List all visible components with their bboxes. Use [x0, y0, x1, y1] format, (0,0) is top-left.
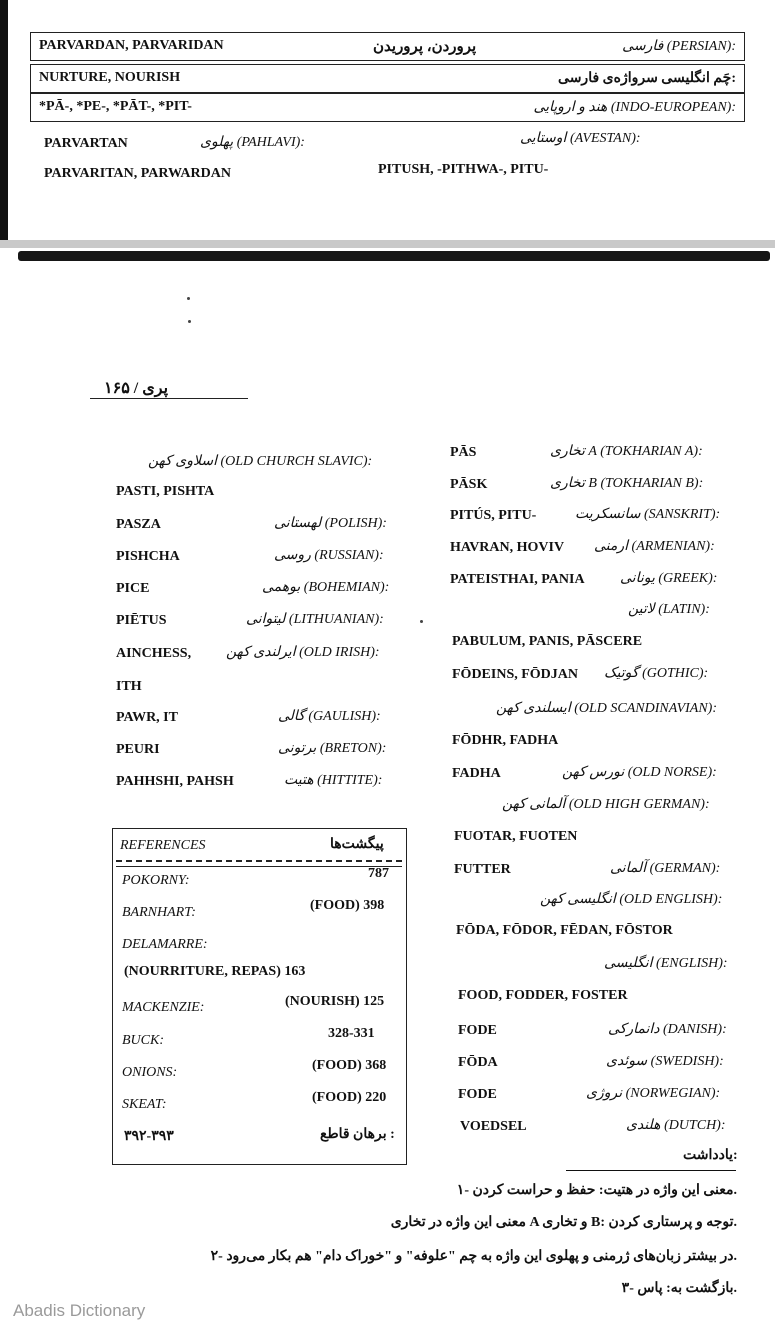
right-entry-value: FODE — [458, 1023, 497, 1038]
right-entry-label: هلندی (DUTCH): — [626, 1118, 726, 1133]
english-meaning: NURTURE, NOURISH — [39, 70, 181, 85]
indo-european-root: *PĀ-, *PE-, *PĀT-, *PIT- — [39, 99, 192, 114]
note-line: ۳- بازگشت به: پاس. — [621, 1281, 737, 1296]
notes-rule — [566, 1170, 736, 1171]
left-entry-value: AINCHESS, — [116, 646, 192, 661]
reference-name: SKEAT: — [122, 1097, 167, 1112]
latin-value: PABULUM, PANIS, PĀSCERE — [452, 634, 643, 649]
old-high-german-value: FUOTAR, FUOTEN — [454, 829, 578, 844]
right-entry-value: PĀSK — [450, 477, 488, 492]
header-card — [0, 0, 775, 255]
reference-value: (FOOD) 220 — [312, 1090, 387, 1105]
old-scandinavian-label: ایسلندی کهن (OLD SCANDINAVIAN): — [496, 701, 718, 716]
old-norse-label: نورس کهن (OLD NORSE): — [562, 765, 717, 780]
left-entry-value: ITH — [116, 679, 142, 694]
left-entry-value: PASZA — [116, 517, 161, 532]
reference-name: MACKENZIE: — [122, 1000, 205, 1015]
german-value: FUTTER — [454, 862, 511, 877]
references-title-en: REFERENCES — [120, 838, 206, 853]
left-entry-label: گالی (GAULISH): — [278, 709, 381, 724]
page-top-edge — [18, 251, 770, 261]
english-value: FOOD, FODDER, FOSTER — [458, 988, 628, 1003]
left-entry-label: هتیت (HITTITE): — [284, 773, 383, 788]
right-entry-value: FODE — [458, 1087, 497, 1102]
old-english-value: FŌDA, FŌDOR, FĒDAN, FŌSTOR — [456, 923, 673, 938]
left-entry-value: PIĒTUS — [116, 613, 167, 628]
reference-value: 328-331 — [328, 1026, 375, 1041]
right-entry-value: PITÚS, PITU- — [450, 508, 537, 523]
left-entry-value: PEURI — [116, 742, 160, 757]
pahlavi-value-2: PARVARITAN, PARWARDAN — [44, 166, 231, 181]
left-entry-label: ایرلندی کهن (OLD IRISH): — [226, 645, 380, 660]
right-entry-label: تخاری A (TOKHARIAN A): — [550, 444, 703, 459]
old-high-german-label: آلمانی کهن (OLD HIGH GERMAN): — [502, 797, 710, 812]
old-scandinavian-value: FŌDHR, FADHA — [452, 733, 559, 748]
indo-european-label: هند و اروپایی (INDO-EUROPEAN): — [533, 100, 736, 115]
header-row-meaning — [30, 64, 745, 93]
reference-value: (NOURISH) 125 — [285, 994, 385, 1009]
left-entry-label: لهستانی (POLISH): — [274, 516, 387, 531]
german-label: آلمانی (GERMAN): — [610, 861, 721, 876]
slavic-value: PASTI, PISHTA — [116, 484, 215, 499]
reference-name: ONIONS: — [122, 1065, 178, 1080]
reference-name: DELAMARRE: — [122, 937, 208, 952]
right-entry-label: ارمنی (ARMENIAN): — [594, 539, 715, 554]
pahlavi-label: پهلوی (PAHLAVI): — [200, 135, 305, 150]
old-english-label: انگلیسی کهن (OLD ENGLISH): — [540, 892, 723, 907]
right-entry-label: سانسکریت (SANSKRIT): — [575, 507, 721, 522]
right-entry-value: PATEISTHAI, PANIA — [450, 572, 585, 587]
gothic-value: FŌDEINS, FŌDJAN — [452, 667, 579, 682]
references-rule — [116, 866, 402, 867]
slavic-label: اسلاوی کهن (OLD CHURCH SLAVIC): — [148, 454, 373, 469]
footer-brand: Abadis Dictionary — [13, 1301, 146, 1320]
reference-value: (FOOD) 398 — [310, 898, 385, 913]
avestan-label: اوستایی (AVESTAN): — [520, 131, 641, 146]
page-label-rule — [90, 398, 248, 399]
header-bottom-border — [0, 240, 775, 248]
right-entry-value: FŌDA — [458, 1055, 498, 1070]
page-label: پری / ۱۶۵ — [104, 380, 169, 397]
right-entry-label: تخاری B (TOKHARIAN B): — [550, 476, 704, 491]
left-entry-label: برتونی (BRETON): — [278, 741, 387, 756]
references-dashed-rule — [116, 860, 402, 862]
left-entry-value: PAWR, IT — [116, 710, 178, 725]
references-title-fa: پیگشت‌ها — [330, 837, 384, 852]
reference-value: 787 — [368, 866, 389, 881]
reference-value: (FOOD) 368 — [312, 1058, 387, 1073]
reference-name: BUCK: — [122, 1033, 164, 1048]
right-entry-value: HAVRAN, HOVIV — [450, 540, 565, 555]
left-entry-value: PISHCHA — [116, 549, 180, 564]
speck — [188, 320, 191, 323]
latin-label: لاتین (LATIN): — [628, 602, 710, 617]
right-entry-label: یونانی (GREEK): — [620, 571, 718, 586]
gothic-label: گوتیک (GOTHIC): — [604, 666, 709, 681]
header-row-indo-european — [30, 93, 745, 122]
meaning-label: چَم انگلیسی سرواژه‌ی فارسی: — [558, 71, 736, 86]
left-entry-value: PAHHSHI, PAHSH — [116, 774, 234, 789]
right-entry-label: سوئدی (SWEDISH): — [606, 1054, 724, 1069]
persian-transliteration: PARVARDAN, PARVARIDAN — [39, 38, 224, 53]
left-entry-value: PICE — [116, 581, 150, 596]
reference-value: (NOURRITURE, REPAS) 163 — [124, 964, 306, 979]
english-label: انگلیسی (ENGLISH): — [604, 956, 728, 971]
right-entry-label: نروژی (NORWEGIAN): — [586, 1086, 721, 1101]
speck — [420, 620, 423, 623]
header-row-persian — [30, 32, 745, 61]
note-line: معنی این واژه در تخاری A و تخاری B: توجه و پرستاری کردن. — [390, 1215, 737, 1230]
right-entry-label: دانمارکی (DANISH): — [608, 1022, 727, 1037]
left-entry-label: لیتوانی (LITHUANIAN): — [246, 612, 384, 627]
persian-word: پروردن، پروریدن — [373, 39, 477, 55]
avestan-value: PITUSH, -PITHWA-, PITU- — [378, 162, 549, 177]
burhan-value: ۳۹۲-۳۹۳ — [124, 1129, 174, 1144]
note-line: ۲- در بیشتر زبان‌های ژرمنی و پهلوی این واژه به چم "علوفه" و "خوراک دام" هم بکار می‌رود. — [210, 1249, 737, 1264]
old-norse-value: FADHA — [452, 766, 501, 781]
left-entry-label: روسی (RUSSIAN): — [274, 548, 384, 563]
note-line: ۱- معنی این واژه در هتیت: حفظ و حراست کردن. — [456, 1183, 737, 1198]
left-entry-label: بوهمی (BOHEMIAN): — [262, 580, 390, 595]
right-entry-value: PĀS — [450, 445, 477, 460]
header-left-border — [0, 0, 8, 240]
speck — [187, 297, 190, 300]
notes-title: یادداشت: — [683, 1148, 738, 1163]
right-entry-value: VOEDSEL — [460, 1119, 527, 1134]
reference-name: POKORNY: — [122, 873, 190, 888]
burhan-label: برهان قاطع : — [320, 1127, 395, 1142]
reference-name: BARNHART: — [122, 905, 196, 920]
pahlavi-value: PARVARTAN — [44, 136, 128, 151]
persian-label: فارسی (PERSIAN): — [622, 39, 736, 54]
